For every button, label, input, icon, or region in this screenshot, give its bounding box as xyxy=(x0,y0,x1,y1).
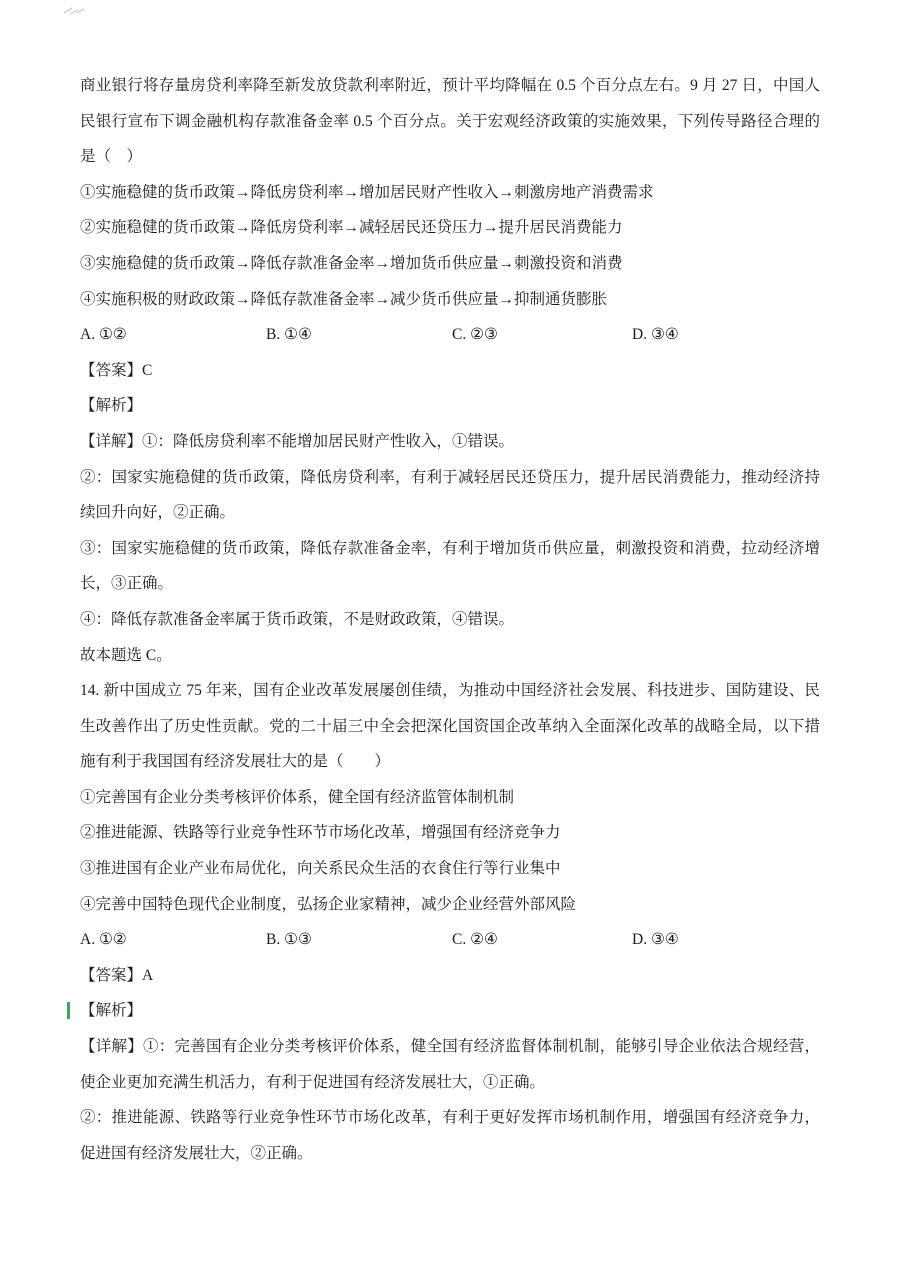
question-14-analysis-label xyxy=(80,993,820,1029)
question-14-choices-row xyxy=(80,922,820,958)
question-13-conclusion: 故本题选 C。 xyxy=(80,646,172,664)
choice-c: C. ②④ xyxy=(452,931,498,949)
question-13-explanation-3: ③：国家实施稳健的货币政策，降低存款准备金率，有利于增加货币供应量，刺激投资和消费，拉动经济增长，③正确。 xyxy=(80,539,820,593)
question-14-statement-1: ①完善国有企业分类考核评价体系，健全国有经济监管体制机制 xyxy=(80,788,515,806)
question-13-statement-1: ①实施稳健的货币政策→降低房贷利率→增加居民财产性收入→刺激房地产消费需求 xyxy=(80,183,654,201)
question-14-stem: 14. 新中国成立 75 年来，国有企业改革发展屡创佳绩，为推动中国经济社会发展、科技进步、国防建设、民生改善作出了历史性贡献。党的二十届三中全会把深化国资国企改革纳入全面深化改革的战略全局，以下措施有利于我国国有经济发展壮大的是（ ） xyxy=(80,682,820,771)
question-13-statement-4: ④实施积极的财政政策→降低存款准备金率→减少货币供应量→抑制通货膨胀 xyxy=(80,290,608,308)
choice-b: B. ①④ xyxy=(266,326,312,344)
scan-artifact xyxy=(62,4,92,18)
question-13-analysis-label: 【解析】 xyxy=(80,397,143,415)
choice-a: A. ①② xyxy=(80,326,127,344)
choice-d: D. ③④ xyxy=(632,931,679,949)
question-13-answer: 【答案】C xyxy=(80,361,153,379)
question-13-explanation-2: ②：国家实施稳健的货币政策，降低房贷利率，有利于减轻居民还贷压力，提升居民消费能力，推动经济持续回升向好，②正确。 xyxy=(80,468,820,522)
choice-b: B. ①③ xyxy=(266,931,312,949)
question-13-choices-row xyxy=(80,317,820,353)
question-13-stem: 商业银行将存量房贷利率降至新发放贷款利率附近，预计平均降幅在 0.5 个百分点左右。9 月 27 日，中国人民银行宣布下调金融机构存款准备金率 0.5 个百分点。关于宏观经济政策的实施效果，下列传导路径合理的是（ ） xyxy=(80,77,820,166)
question-14-answer: 【答案】A xyxy=(80,966,154,984)
question-13-statement-3: ③实施稳健的货币政策→降低存款准备金率→增加货币供应量→刺激投资和消费 xyxy=(80,254,623,272)
question-14-statement-3: ③推进国有企业产业布局优化，向关系民众生活的衣食住行等行业集中 xyxy=(80,860,561,878)
question-14-statement-2: ②推进能源、铁路等行业竞争性环节市场化改革，增强国有经济竞争力 xyxy=(80,824,561,842)
question-13-statement-2: ②实施稳健的货币政策→降低房贷利率→减轻居民还贷压力→提升居民消费能力 xyxy=(80,219,623,237)
analysis-label-text: 【解析】 xyxy=(80,1002,143,1020)
question-13-explanation-1: 【详解】①：降低房贷利率不能增加居民财产性收入，①错误。 xyxy=(80,432,515,450)
question-13-explanation-4: ④：降低存款准备金率属于货币政策，不是财政政策，④错误。 xyxy=(80,610,515,628)
choice-a: A. ①② xyxy=(80,931,127,949)
choice-d: D. ③④ xyxy=(632,326,679,344)
question-14-statement-4: ④完善中国特色现代企业制度，弘扬企业家精神，减少企业经营外部风险 xyxy=(80,895,577,913)
question-14-explanation-1: 【详解】①：完善国有企业分类考核评价体系，健全国有经济监督体制机制，能够引导企业依法合规经营，使企业更加充满生机活力，有利于促进国有经济发展壮大，①正确。 xyxy=(80,1038,820,1091)
choice-c: C. ②③ xyxy=(452,326,498,344)
question-14-explanation-2: ②：推进能源、铁路等行业竞争性环节市场化改革，有利于更好发挥市场机制作用，增强国有经济竞争力，促进国有经济发展壮大，②正确。 xyxy=(80,1109,820,1162)
green-edit-marker xyxy=(67,1002,70,1019)
